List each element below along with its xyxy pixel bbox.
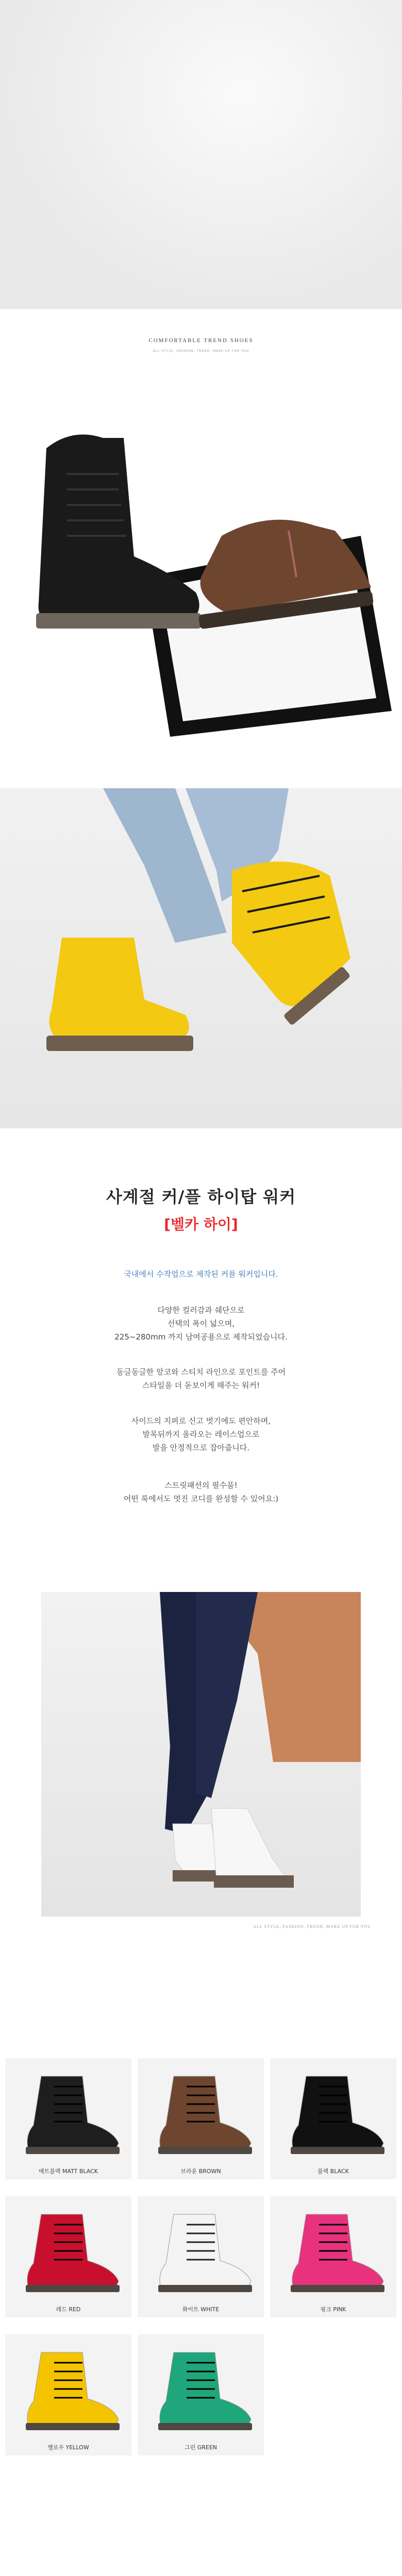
white-boots-photo [41, 1592, 361, 1917]
color-option-label: 블랙 BLACK [317, 2168, 349, 2175]
color-option-tile[interactable] [138, 2196, 264, 2317]
tagline-subtitle: ALL STYLE, FASHION, TREND, MAKE UP FOR YOU [153, 349, 249, 353]
description-paragraph [0, 1303, 402, 1344]
color-option-tile[interactable] [5, 2058, 131, 2179]
description-paragraph [0, 1365, 402, 1392]
boot-icon [138, 2196, 264, 2317]
description-line: 선택의 폭이 넓으며, [167, 1319, 235, 1328]
description-paragraph [0, 1479, 402, 1505]
product-duo-photo [0, 407, 402, 747]
description-line: 225~280mm 까지 남여공용으로 제작되었습니다. [114, 1332, 288, 1342]
color-option-tile[interactable] [5, 2196, 131, 2317]
hero-photo [0, 0, 402, 309]
description-line: 사이드의 지퍼로 신고 벗기에도 편안하며, [131, 1416, 271, 1426]
boot-icon [5, 2334, 131, 2455]
color-option-tile[interactable] [138, 2058, 264, 2179]
boot-icon [138, 2334, 264, 2455]
color-option-label: 그린 GREEN [184, 2444, 217, 2451]
description-line: 스타일을 더 돋보이게 해주는 워커! [142, 1381, 260, 1390]
description-line: 발목뒤까지 올라오는 레이스업으로 [142, 1430, 260, 1439]
white-illustration [41, 1592, 361, 1917]
boot-icon [138, 2058, 264, 2179]
color-option-label: 화이트 WHITE [182, 2306, 220, 2313]
duo-illustration [0, 407, 402, 747]
description-lead: 국내에서 수작업으로 제작된 커플 워커입니다. [124, 1269, 278, 1279]
color-option-tile[interactable] [270, 2058, 396, 2179]
color-option-label: 옐로우 YELLOW [47, 2444, 89, 2451]
photo-caption: ALL STYLE, FASHION, TREND, MAKE UP FOR YOU [253, 1924, 371, 1929]
description-line: 동글동글한 앞코와 스티치 라인으로 포인트를 주어 [116, 1367, 286, 1377]
description-line: 다양한 컬러감과 쉐단으로 [157, 1306, 245, 1315]
boot-icon [5, 2196, 131, 2317]
tagline-title: COMFORTABLE TREND SHOES [148, 337, 254, 344]
yellow-illustration [0, 788, 402, 1128]
product-title: 사계절 커/플 하이탑 워커 [106, 1187, 296, 1207]
color-option-label: 매트블랙 MATT BLACK [38, 2168, 98, 2175]
boot-icon [5, 2058, 131, 2179]
boot-icon [270, 2058, 396, 2179]
boot-icon [270, 2196, 396, 2317]
color-option-label: 브라운 BROWN [180, 2168, 221, 2175]
color-option-label: 핑크 PINK [320, 2306, 346, 2313]
product-subtitle: [벨카 하이] [164, 1216, 238, 1233]
description-line: 발을 안정적으로 잡아줍니다. [152, 1443, 250, 1452]
color-option-tile[interactable] [5, 2334, 131, 2455]
description-line: 어떤 룩에서도 멋진 코디를 완성할 수 있어요:) [123, 1494, 279, 1503]
description-paragraph [0, 1414, 402, 1454]
color-option-tile[interactable] [138, 2334, 264, 2455]
description-line: 스트릿패션의 필수품! [164, 1481, 238, 1490]
color-option-tile[interactable] [270, 2196, 396, 2317]
color-option-label: 레드 RED [56, 2306, 81, 2313]
yellow-boots-photo [0, 788, 402, 1128]
